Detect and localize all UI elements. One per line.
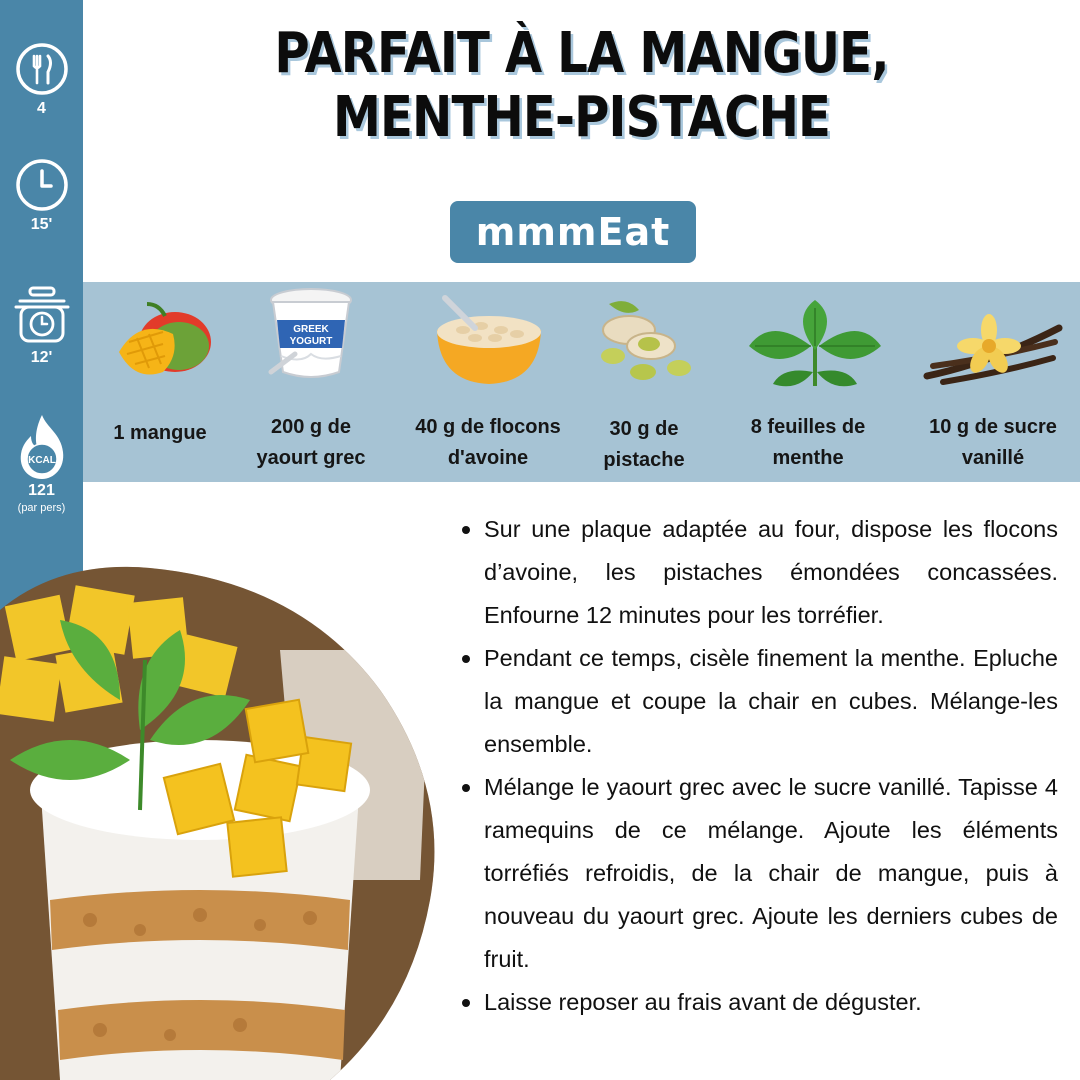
step-item: Sur une plaque adaptée au four, dispose les flocons d’avoine, les pistaches émondées concassées. Enfourne 12 minutes pour les torréfier. [458,508,1058,637]
recipe-title [153,22,1010,150]
calories-info [0,412,83,514]
prep-time-value: 15' [30,216,53,233]
pistachio-icon [589,294,699,384]
ingredient-label: 40 g de flocons d'avoine [415,416,561,469]
ingredient-yogurt [227,282,395,482]
svg-text:YOGURT: YOGURT [289,336,333,347]
recipe-title-line-2: MENTHE-PISTACHE [332,85,831,150]
fork-knife-icon [15,42,69,96]
svg-text:GREEK: GREEK [293,324,329,335]
step-item: Laisse reposer au frais avant de déguster. [458,981,1058,1024]
flame-kcal-icon [11,412,73,482]
svg-text:KCAL: KCAL [27,455,56,466]
ingredient-label: 8 feuilles de menthe [750,416,866,469]
greek-yogurt-icon [265,286,357,382]
recipe-title-line-1: PARFAIT À LA MANGUE, [274,21,889,86]
ingredient-label: 200 g de yaourt grec [256,416,366,469]
calories-value: 121 [28,482,55,499]
ingredient-pistachio [579,282,709,482]
vanilla-icon [923,302,1063,386]
clock-icon [15,158,69,212]
ingredient-mango [97,282,223,482]
calories-unit: (par pers) [17,502,66,514]
step-item: Pendant ce temps, cisèle finement la menthe. Epluche la mangue et coupe la chair en cubes. Mélange-les ensemble. [458,637,1058,766]
info-sidebar [0,0,83,1080]
servings-info [0,42,83,118]
ingredient-oats [401,282,575,482]
step-item: Mélange le yaourt grec avec le sucre vanillé. Tapisse 4 ramequins de ce mélange. Ajoute les éléments torréfiés refroidis, de la chair de mangue, puis à nouveau du yaourt grec. Ajoute les derniers cubes de fruit. [458,766,1058,981]
cooker-timer-icon [12,285,72,345]
mango-icon [107,298,213,380]
servings-value: 4 [37,100,46,117]
mint-leaves-icon [745,286,885,392]
ingredient-label: 30 g de pistache [603,418,685,471]
ingredient-label: 10 g de sucre vanillé [929,416,1057,469]
ingredient-vanilla [909,282,1077,482]
oat-flakes-bowl-icon [423,292,553,386]
recipe-steps [458,508,1058,1024]
ingredients-band [83,282,1080,482]
ingredient-label: 1 mangue [113,422,207,444]
ingredient-mint [723,282,893,482]
brand-logo: mmmEat [450,201,696,263]
cook-time-info [0,285,83,367]
prep-time-info [0,158,83,234]
cook-time-value: 12' [30,349,53,366]
